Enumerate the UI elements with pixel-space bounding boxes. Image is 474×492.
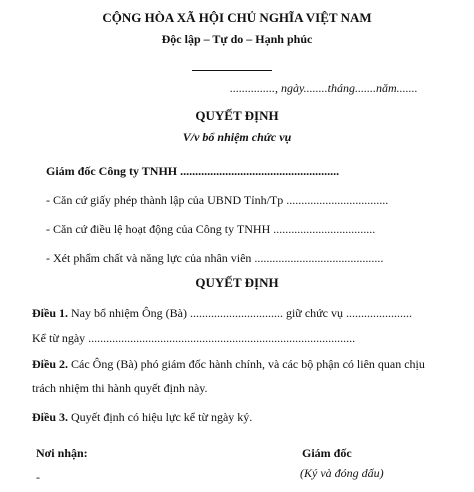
signer-note: (Ký và đóng dấu) <box>300 466 384 480</box>
article-1 <box>32 306 412 321</box>
recipients-label: Nơi nhận: <box>36 446 88 460</box>
article-2-text: Các Ông (Bà) phó giám đốc hành chính, và các bộ phận có liên quan chịu <box>68 357 425 371</box>
document-subject: V/v bổ nhiệm chức vụ <box>182 130 292 144</box>
article-2 <box>32 357 425 372</box>
decision-heading: QUYẾT ĐỊNH <box>195 275 279 290</box>
article-1-label: Điều 1. <box>32 306 68 320</box>
ground-item-charter: - Căn cứ điều lệ hoạt động của Công ty TNHH .................................. <box>46 222 376 236</box>
ground-item-qualification: - Xét phẩm chất và năng lực của nhân viên ........................................... <box>46 251 384 265</box>
ground-item-license: - Căn cứ giấy phép thành lập của UBND Tỉnh/Tp .................................. <box>46 193 389 207</box>
article-3-label: Điều 3. <box>32 410 68 424</box>
article-3-text: Quyết định có hiệu lực kể từ ngày ký. <box>68 410 253 424</box>
motto-underline <box>192 70 272 71</box>
article-3 <box>32 410 252 425</box>
recipients-dash: - <box>36 470 40 484</box>
signer-title: Giám đốc <box>302 446 352 460</box>
article-2-label: Điều 2. <box>32 357 68 371</box>
national-motto: Độc lập – Tự do – Hạnh phúc <box>161 32 313 46</box>
article-1-continuation: Kể từ ngày ......................................................................................... <box>32 331 356 345</box>
place-date-line: ..............., ngày........tháng.......năm....... <box>230 81 418 95</box>
document-title: QUYẾT ĐỊNH <box>195 108 279 123</box>
country-title: CỘNG HÒA XÃ HỘI CHỦ NGHĨA VIỆT NAM <box>102 10 372 25</box>
issuing-authority: Giám đốc Công ty TNHH ..................................................... <box>46 164 340 178</box>
article-2-continuation: trách nhiệm thi hành quyết định này. <box>32 381 208 395</box>
article-1-text: Nay bổ nhiệm Ông (Bà) ............................... giữ chức vụ ...................... <box>68 306 412 320</box>
